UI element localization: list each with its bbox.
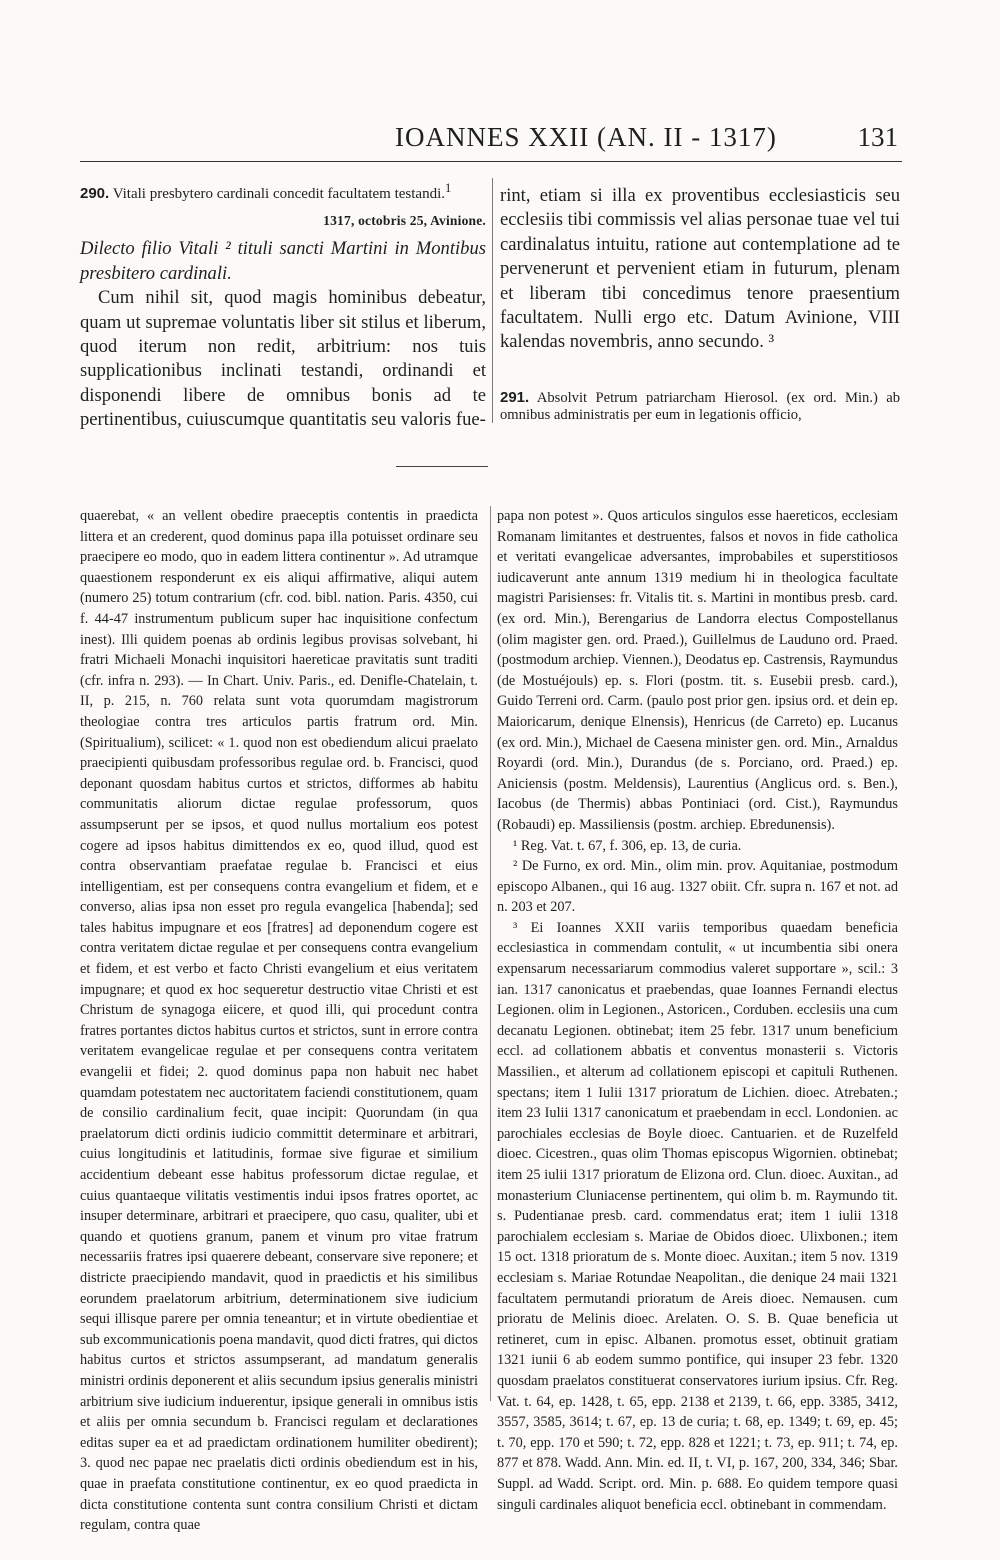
footnote-ref-1: 1	[445, 181, 452, 195]
main-column-right	[500, 184, 900, 424]
entry-290-summary: Vitali presbytero cardinali concedit facultatem testandi.	[112, 186, 445, 202]
running-header	[80, 118, 900, 158]
column-divider-notes	[490, 506, 491, 1401]
notes-column-right	[497, 506, 898, 1515]
entry-290-heading	[80, 180, 486, 203]
main-column-left	[80, 180, 486, 433]
notes-column-left	[80, 506, 478, 1536]
footnote-1: ¹ Reg. Vat. t. 67, f. 306, ep. 13, de curia.	[513, 837, 742, 854]
entry-291-summary: Absolvit Petrum patriarcham Hierosol. (ex ord. Min.) ab omnibus administratis per eum in legationis officio,	[500, 389, 901, 423]
entry-290-text-left: Cum nihil sit, quod magis hominibus debeatur, quam ut supremae voluntatis liber sit stilus et liberum, quod iterum non redit, arbitrium: nos tuis supplicationibus inclinati testandi, ordinandi et disponendi libere de omnibus bonis ad te pertinentibus, cuiuscumque quantitatis seu valoris fue-	[80, 287, 486, 431]
entry-290-text-right: rint, etiam si illa ex proventibus ecclesiasticis seu ecclesiis tibi commissis vel alias personae tuae vel tui cardinalatus intuitu, ratione aut contemplatione ad te pervenerunt et pervenient etiam in futurum, plenam et liberam tibi concedimus tenore praesentium facultatem. Nulli ergo etc. Datum Avinione, VIII kalendas novembris, anno secundo. ³	[500, 185, 900, 353]
column-divider-upper	[492, 178, 493, 423]
header-rule	[80, 161, 902, 162]
running-head-title: IOANNES XXII (AN. II - 1317)	[395, 122, 777, 152]
page-number: 131	[857, 122, 898, 152]
entry-291-number: 291.	[500, 388, 530, 406]
entry-291-heading	[500, 389, 900, 424]
footnote-3: ³ Ei Ioannes XXII variis temporibus quaedam beneficia ecclesiastica in commendam contulit, « ut incumbentia sibi onera expensarum necessariarum commodius valeret supportare », scil.: 3 ian. 1317 canonicatus et praebendas, quae Ioannes Fernandi electus Legionen. olim in Legionen., Astoricen., Corduben. ecclesiis una cum decanatu Legionen. obtinebat; item 25 febr. 1317 unum beneficium eccl. ad collationem abbatis et conventus monasterii s. Victoris Massilien., et alterum ad collationem episcopi et capituli Ruthenen. spectans; item 1 Iulii 1317 prioratum de Lichien. dioec. Atrebaten.; item 23 Iulii 1317 canonicatum et praebendam in eccl. Londonien. ac parochiales ecclesias de Boyle dioec. Cantuarien. et de Ruzelfeld dioec. Cicestren., quas olim Thomas episcopus Wigornien. obtinebat; item 25 iulii 1317 prioratum de Elizona ord. Clun. dioec. Auxitan., ad monasterium Cluniacense pertinentem, qui olim b. m. Raymundo tit. s. Pudentianae presb. card. commendatus erat; item 1 iulii 1318 parochialem ecclesiam s. Mariae de Obidos dioec. Ulixbonen.; item 15 oct. 1318 prioratum de s. Monte dioec. Auxitan.; item 5 nov. 1319 ecclesiam s. Mariae Rotundae Neapolitan., die denique 24 maii 1321 facultatem permutandi prioratum de Areis dioec. Nemausen. cum prioratu de Melinis dioec. Arelaten. O. S. B. Quae beneficia ut retineret, cum in episc. Albanen. promotus esset, obtinuit gratiam 1321 iunii 6 ab eodem summo pontifice, qui insuper 23 febr. 1320 quosdam praelatos constituerat conservatores iurium ipsius. Cfr. Reg. Vat. t. 64, ep. 1428, t. 65, epp. 2138 et 2139, t. 66, epp. 3385, 3412, 3557, 3585, 3614; t. 67, ep. 13 de curia; t. 68, ep. 1349; t. 69, ep. 45; t. 70, epp. 170 et 590; t. 72, epp. 828 et 1221; t. 73, ep. 911; t. 74, ep. 877 et 878. Wadd. Ann. Min. ed. II, t. VI, p. 167, 200, 334, 346; Sbar. Suppl. ad Wadd. Script. ord. Min. p. 688. Eo quidem tempore quasi singuli cardinales aliquot beneficia eccl. obtinebant in commendam.	[497, 919, 898, 1513]
entry-290-date: 1317, octobris 25, Avinione.	[323, 213, 486, 228]
footnote-2: ² De Furno, ex ord. Min., olim min. prov. Aquitaniae, postmodum episcopo Albanen., qui 16 aug. 1327 obiit. Cfr. supra n. 167 et not. ad n. 203 et 207.	[497, 858, 898, 916]
footnote-divider	[396, 466, 488, 467]
entry-290-number: 290.	[80, 185, 110, 202]
entry-290-address: Dilecto filio Vitali ² tituli sancti Martini in Montibus presbitero cardinali.	[80, 238, 486, 284]
notes-right-intro: papa non potest ». Quos articulos singulos esse haereticos, ecclesiam Romanam limitantes et destruentes, falsos et novos in fide catholica et veritati evangelicae adversantes, improbabiles et superstitiosos iudicaverunt ante annum 1319 medium hi in theologica facultate magistri Parisienses: fr. Vitalis tit. s. Martini in montibus presb. card. (ex ord. Min.), Berengarius de Landorra electus Compostellanus (olim magister gen. ord. Praed.), Guillelmus de Lauduno ord. Praed. (postmodum archiep. Viennen.), Deodatus ep. Castrensis, Raymundus (de Mostuéjouls) ep. s. Flori (postm. tit. s. Eusebii presb. card.), Guido Terreni ord. Carm. (paulo post prior gen. ipsius ord. et dein ep. Maioricarum, denique Elnensis), Henricus (de Carreto) ep. Lucanus (ex ord. Min.), Michael de Caesena minister gen. ord. Min., Arnaldus Royardi (ord. Min.), Durandus (de s. Porciano, ord. Praed.) ep. Aniciensis (postm. Meldensis), Laurentius (Anglicus ord. s. Ben.), Iacobus (de Thermis) abbas Pontiniaci (ord. Cist.), Raymundus (Robaudi) ep. Massiliensis (postm. archiep. Ebredunensis).	[497, 508, 898, 833]
notes-continuation: quaerebat, « an vellent obedire praeceptis contentis in praedicta littera et an crederent, quod dominus papa illa potuisset ordinare seu praecipere eo modo, quo in eadem littera continentur ». Ad utramque quaestionem responderunt ex eis aliqui affirmative, aliqui autem (numero 25) totum contrarium (cfr. cod. bibl. nation. Paris. 4350, cui f. 44-47 instrumentum publicum super hac inquisitione confectum inest). Illi quidem poenas ab ordinis legibus provisas solvebant, hi fratri Michaeli Monachi inquisitori haereticae pravitatis sunt traditi (cfr. infra n. 293). — In Chart. Univ. Paris., ed. Denifle-Chatelain, t. II, p. 215, n. 760 relata sunt vota quorumdam magistrorum theologiae contra tres articulos partis fratrum ord. Min. (Spiritualium), scilicet: « 1. quod non est obediendum alicui praelato praecipienti quibusdam professoribus regulae ord. b. Francisci, quod deponant quosdam habitus curtos et strictos, difformes ab habitu communitatis aliorum dictae regulae professorum, quos assumpserunt per se ipsos, et quod nullus mortalium eos potest cogere ad ipsos habitus dimittendos ex eo, quod illud, quod est contra observantiam praefatae regulae b. Francisci et eius intelligentiam, est per consequens contra evangelium et fidem, et e converso, alias ipsa non esset pro regula evangelica [habenda]; sed tales habitus impugnare et eos [fratres] ad deponendum cogere est contra veritatem dictae regulae et per consequens contra evangelium et fidem, et est verbo et facto Christi evangelium et eius veritatem impugnare; et quod ex hoc sequeretur destructio vitae Christi et est Christum de synagoga eiicere, et quod illi, qui procedunt contra fratres portantes dictos habitus curtos et strictos, sunt in errore contra veritatem evangelicae regulae et per consequens contra veritatem evangelii et fidei; 2. quod dominus papa non habuit nec habet quamdam potestatem nec auctoritatem faciendi constitutionem, quam de consilio cardinalium fecit, quae incipit: Quorundam (in qua praelatorum dicti ordinis iudicio committit determinare et arbitrari, cuius longitudinis et latitudinis, formae sive figurae et similium accidentium debeant esse habitus professorum dictae regulae, et cuius quantaeque vilitatis vestimentis indui ipsos fratres oportet, ac insuper determinare, arbitrari et praecipere, quo casu, qualiter, ubi et quando et quotiens granum, panem et vinum pro vitae fratrum necessariis fratres ipsi quaerere debeant, conservare sive reponere; et districte praecipiendo mandavit, quod in praedictis et his similibus eorundem praelatorum arbitrium, determinationem sive iudicium sequi illisque parere per omnia teneantur; et in virtute obedientiae et sub excommunicationis poena mandavit, quod dicti fratres, qui dictos habitus curtos et strictos assumpserant, ad mandatum generalis ministri ordinis deponerent et aliis secundum ipsius generalis ministri arbitrium sive iudicium induerentur, ipsique generali in omnibus istis et aliis per omnia secundum b. Francisci regulam et declarationes editas super ea et ad praedictam ordinationem humiliter obedirent); 3. quod nec papae nec praelatis dicti ordinis obediendum est in his, quae in praefata constitutione continentur, ex eo quod praedicta in dicta constitutione contenta sunt contra consilium Christi et dictam regulam, contra quae	[80, 508, 478, 1534]
